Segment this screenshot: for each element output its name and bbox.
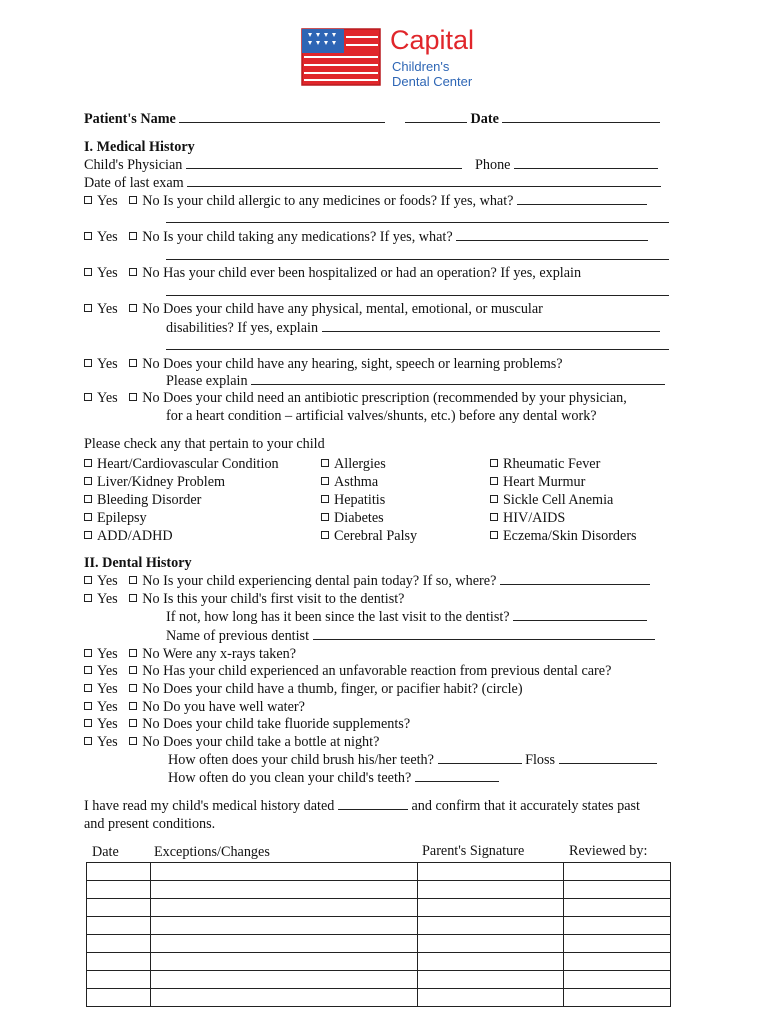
condition-checkbox[interactable] — [321, 459, 329, 467]
q-disabilities-row-2 — [166, 319, 660, 337]
yes-label: Yes — [97, 356, 118, 372]
physician-field[interactable] — [186, 156, 462, 169]
bottle-no-checkbox[interactable] — [129, 737, 137, 745]
table-row — [87, 989, 671, 1007]
table-header-reviewed: Reviewed by: — [569, 843, 648, 859]
q-medications-text: Is your child taking any medications? If yes, what? — [163, 229, 453, 245]
date-cell[interactable] — [87, 971, 151, 989]
q-allergic-row — [84, 192, 647, 210]
statement-line-2: and present conditions. — [84, 816, 216, 832]
q-antibiotic-text: Does your child need an antibiotic prescription (recommended by your physician, — [163, 390, 627, 406]
condition-checkbox[interactable] — [490, 477, 498, 485]
last-exam-field[interactable] — [187, 174, 661, 187]
no-label: No — [142, 301, 160, 317]
condition-label: Sickle Cell Anemia — [503, 492, 614, 508]
exceptions-cell[interactable] — [151, 971, 418, 989]
pain-no-checkbox[interactable] — [129, 576, 137, 584]
signature-cell[interactable] — [418, 953, 564, 971]
condition-checkbox[interactable] — [84, 477, 92, 485]
exceptions-cell[interactable] — [151, 953, 418, 971]
condition-item — [490, 455, 637, 473]
condition-item — [321, 491, 417, 509]
yes-label: Yes — [97, 573, 118, 589]
table-header-date: Date — [92, 844, 119, 860]
q-brush-text: How often does your child brush his/her teeth? — [168, 752, 434, 768]
condition-item — [321, 527, 417, 545]
hearing-field[interactable] — [251, 372, 665, 385]
no-label: No — [142, 734, 160, 750]
condition-item — [490, 491, 637, 509]
no-label: No — [142, 390, 160, 406]
q-hospitalized-text: Has your child ever been hospitalized or had an operation? If yes, explain — [163, 265, 582, 281]
condition-label: Diabetes — [334, 510, 384, 526]
hospitalized-line[interactable] — [166, 295, 669, 296]
xrays-no-checkbox[interactable] — [129, 649, 137, 657]
reviewed-cell[interactable] — [564, 917, 671, 935]
phone-field[interactable] — [514, 156, 658, 169]
condition-item — [84, 455, 279, 473]
yes-label: Yes — [97, 681, 118, 697]
medical-history-title: I. Medical History — [84, 139, 195, 155]
date-cell[interactable] — [87, 953, 151, 971]
exceptions-cell[interactable] — [151, 935, 418, 953]
hearing-no-checkbox[interactable] — [129, 359, 137, 367]
no-label: No — [142, 229, 160, 245]
allergic-yes-checkbox[interactable] — [84, 196, 92, 204]
reaction-no-checkbox[interactable] — [129, 666, 137, 674]
hospitalized-no-checkbox[interactable] — [129, 268, 137, 276]
disabilities-yes-checkbox[interactable] — [84, 304, 92, 312]
q-clean-row — [168, 769, 499, 787]
no-label: No — [142, 646, 160, 662]
table-header-exceptions: Exceptions/Changes — [154, 844, 270, 860]
exceptions-cell[interactable] — [151, 917, 418, 935]
antibiotic-yes-checkbox[interactable] — [84, 393, 92, 401]
condition-item — [84, 491, 279, 509]
reviewed-cell[interactable] — [564, 881, 671, 899]
q-pain-row — [84, 572, 650, 590]
conditions-prompt: Please check any that pertain to your child — [84, 436, 325, 452]
condition-label: Heart Murmur — [503, 474, 586, 490]
q-how-long-row — [166, 608, 647, 626]
exceptions-cell[interactable] — [151, 989, 418, 1007]
yes-label: Yes — [97, 734, 118, 750]
signature-cell[interactable] — [418, 881, 564, 899]
disabilities-line-2[interactable] — [166, 349, 669, 350]
condition-item — [84, 509, 279, 527]
condition-checkbox[interactable] — [84, 459, 92, 467]
clinic-logo — [300, 27, 500, 92]
q-pain-text: Is your child experiencing dental pain today? If so, where? — [163, 573, 497, 589]
yes-label: Yes — [97, 390, 118, 406]
pain-field[interactable] — [500, 572, 650, 585]
q-well-water-text: Do you have well water? — [163, 699, 305, 715]
date-cell[interactable] — [87, 899, 151, 917]
condition-checkbox[interactable] — [490, 531, 498, 539]
condition-label: ADD/ADHD — [97, 528, 173, 544]
condition-label: Epilepsy — [97, 510, 147, 526]
q-antibiotic-text-2: for a heart condition – artificial valves/shunts, etc.) before any dental work? — [166, 408, 597, 424]
signature-cell[interactable] — [418, 989, 564, 1007]
yes-label: Yes — [97, 193, 118, 209]
history-date-field[interactable] — [338, 797, 408, 810]
yes-label: Yes — [97, 229, 118, 245]
signature-cell[interactable] — [418, 899, 564, 917]
table-row — [87, 971, 671, 989]
reviewed-cell[interactable] — [564, 953, 671, 971]
condition-checkbox[interactable] — [321, 513, 329, 521]
patient-name-row — [84, 110, 385, 128]
exceptions-cell[interactable] — [151, 899, 418, 917]
condition-label: Liver/Kidney Problem — [97, 474, 226, 490]
last-exam-label: Date of last exam — [84, 175, 184, 191]
q-disabilities-text: Does your child have any physical, mental, emotional, or muscular — [163, 301, 543, 317]
well-water-yes-checkbox[interactable] — [84, 702, 92, 710]
q-reaction-text: Has your child experienced an unfavorable reaction from previous dental care? — [163, 663, 612, 679]
brush-field[interactable] — [438, 751, 522, 764]
q-hearing-row — [84, 355, 563, 373]
yes-label: Yes — [97, 699, 118, 715]
how-long-field[interactable] — [513, 608, 647, 621]
hospitalized-yes-checkbox[interactable] — [84, 268, 92, 276]
table-row — [87, 935, 671, 953]
q-habit-row — [84, 680, 523, 698]
patient-name-field[interactable] — [179, 110, 385, 123]
table-row — [87, 881, 671, 899]
logo-title: Capital — [390, 25, 475, 55]
q-hearing-row-2 — [166, 372, 665, 390]
date-cell[interactable] — [87, 917, 151, 935]
conditions-col-2 — [321, 455, 417, 545]
yes-label: Yes — [97, 646, 118, 662]
condition-checkbox[interactable] — [84, 531, 92, 539]
yes-label: Yes — [97, 591, 118, 607]
condition-checkbox[interactable] — [490, 459, 498, 467]
q-hearing-text: Does your child have any hearing, sight, speech or learning problems? — [163, 356, 563, 372]
well-water-no-checkbox[interactable] — [129, 702, 137, 710]
condition-label: Rheumatic Fever — [503, 456, 601, 472]
exceptions-cell[interactable] — [151, 881, 418, 899]
date-prefix-field — [405, 110, 467, 123]
q-hearing-text-2: Please explain — [166, 373, 248, 389]
yes-label: Yes — [97, 301, 118, 317]
condition-item — [84, 473, 279, 491]
q-disabilities-row — [84, 300, 543, 318]
phone-label: Phone — [475, 157, 511, 173]
condition-checkbox[interactable] — [84, 495, 92, 503]
date-label: Date — [470, 111, 499, 127]
habit-yes-checkbox[interactable] — [84, 684, 92, 692]
table-row — [87, 917, 671, 935]
yes-label: Yes — [97, 716, 118, 732]
no-label: No — [142, 699, 160, 715]
q-hospitalized-row — [84, 264, 581, 282]
q-brush-row — [168, 751, 657, 769]
condition-label: Asthma — [334, 474, 379, 490]
q-clean-text: How often do you clean your child's teeth? — [168, 770, 412, 786]
reaction-yes-checkbox[interactable] — [84, 666, 92, 674]
allergic-no-checkbox[interactable] — [129, 196, 137, 204]
patient-name-label: Patient's Name — [84, 111, 176, 127]
date-row — [405, 110, 660, 128]
q-bottle-text: Does your child take a bottle at night? — [163, 734, 380, 750]
last-exam-row — [84, 174, 661, 192]
conditions-col-3 — [490, 455, 637, 545]
q-well-water-row — [84, 698, 305, 716]
condition-label: Cerebral Palsy — [334, 528, 418, 544]
q-medications-row — [84, 228, 648, 246]
disabilities-no-checkbox[interactable] — [129, 304, 137, 312]
no-label: No — [142, 591, 160, 607]
clean-field[interactable] — [415, 769, 499, 782]
q-antibiotic-row — [84, 389, 627, 407]
condition-item — [321, 473, 417, 491]
no-label: No — [142, 573, 160, 589]
physician-row — [84, 156, 462, 174]
conditions-col-1 — [84, 455, 279, 545]
medications-no-checkbox[interactable] — [129, 232, 137, 240]
fluoride-yes-checkbox[interactable] — [84, 719, 92, 727]
reviewed-cell[interactable] — [564, 935, 671, 953]
floss-field[interactable] — [559, 751, 657, 764]
signature-cell[interactable] — [418, 935, 564, 953]
no-label: No — [142, 265, 160, 281]
condition-label: Bleeding Disorder — [97, 492, 202, 508]
condition-item — [490, 509, 637, 527]
q-allergic-text: Is your child allergic to any medicines or foods? If yes, what? — [163, 193, 514, 209]
date-cell[interactable] — [87, 863, 151, 881]
q-bottle-row — [84, 733, 379, 751]
no-label: No — [142, 681, 160, 697]
fluoride-no-checkbox[interactable] — [129, 719, 137, 727]
no-label: No — [142, 356, 160, 372]
table-header-signature: Parent's Signature — [422, 843, 525, 859]
condition-label: Hepatitis — [334, 492, 386, 508]
condition-label: Heart/Cardiovascular Condition — [97, 456, 279, 472]
table-row — [87, 953, 671, 971]
condition-checkbox[interactable] — [490, 495, 498, 503]
statement-text-a: I have read my child's medical history dated — [84, 798, 335, 814]
physician-label: Child's Physician — [84, 157, 183, 173]
pain-yes-checkbox[interactable] — [84, 576, 92, 584]
date-cell[interactable] — [87, 935, 151, 953]
statement-line-1 — [84, 797, 640, 815]
floss-label: Floss — [525, 752, 556, 768]
date-cell[interactable] — [87, 881, 151, 899]
phone-row — [475, 156, 658, 174]
review-table — [86, 862, 671, 1007]
q-fluoride-text: Does your child take fluoride supplements? — [163, 716, 411, 732]
q-reaction-row — [84, 662, 611, 680]
reviewed-cell[interactable] — [564, 863, 671, 881]
signature-cell[interactable] — [418, 863, 564, 881]
xrays-yes-checkbox[interactable] — [84, 649, 92, 657]
q-xrays-row — [84, 645, 296, 663]
condition-checkbox[interactable] — [321, 495, 329, 503]
q-disabilities-text-2: disabilities? If yes, explain — [166, 320, 319, 336]
first-visit-no-checkbox[interactable] — [129, 594, 137, 602]
condition-item — [490, 473, 637, 491]
hearing-yes-checkbox[interactable] — [84, 359, 92, 367]
medications-yes-checkbox[interactable] — [84, 232, 92, 240]
condition-item — [321, 509, 417, 527]
condition-checkbox[interactable] — [321, 477, 329, 485]
exceptions-cell[interactable] — [151, 863, 418, 881]
table-row — [87, 863, 671, 881]
disabilities-field[interactable] — [322, 319, 660, 332]
table-row — [87, 899, 671, 917]
signature-cell[interactable] — [418, 971, 564, 989]
first-visit-yes-checkbox[interactable] — [84, 594, 92, 602]
condition-item — [321, 455, 417, 473]
condition-label: Eczema/Skin Disorders — [503, 528, 637, 544]
medications-field[interactable] — [456, 228, 648, 241]
no-label: No — [142, 193, 160, 209]
medications-line-2[interactable] — [166, 259, 669, 260]
condition-item — [490, 527, 637, 545]
date-cell[interactable] — [87, 989, 151, 1007]
reviewed-cell[interactable] — [564, 899, 671, 917]
q-prev-dentist-row — [166, 627, 655, 645]
q-how-long-text: If not, how long has it been since the last visit to the dentist? — [166, 609, 510, 625]
q-fluoride-row — [84, 715, 410, 733]
flag-logo-icon — [300, 27, 382, 87]
prev-dentist-field[interactable] — [313, 627, 655, 640]
no-label: No — [142, 716, 160, 732]
reviewed-cell[interactable] — [564, 971, 671, 989]
q-prev-dentist-text: Name of previous dentist — [166, 628, 310, 644]
logo-subtitle-2: Dental Center — [392, 74, 473, 89]
q-first-visit-text: Is this your child's first visit to the dentist? — [163, 591, 405, 607]
bottle-yes-checkbox[interactable] — [84, 737, 92, 745]
q-habit-text: Does your child have a thumb, finger, or pacifier habit? (circle) — [163, 681, 523, 697]
condition-label: Allergies — [334, 456, 386, 472]
allergic-field[interactable] — [517, 192, 647, 205]
logo-subtitle-1: Children's — [392, 59, 450, 74]
q-first-visit-row — [84, 590, 404, 608]
date-field[interactable] — [502, 110, 660, 123]
allergic-line-2[interactable] — [166, 222, 669, 223]
statement-text-b: and confirm that it accurately states past — [411, 798, 640, 814]
signature-cell[interactable] — [418, 917, 564, 935]
q-xrays-text: Were any x-rays taken? — [162, 646, 297, 662]
reviewed-cell[interactable] — [564, 989, 671, 1007]
condition-item — [84, 527, 279, 545]
condition-label: HIV/AIDS — [503, 510, 566, 526]
condition-checkbox[interactable] — [84, 513, 92, 521]
yes-label: Yes — [97, 265, 118, 281]
dental-history-title: II. Dental History — [84, 555, 192, 571]
no-label: No — [142, 663, 160, 679]
habit-no-checkbox[interactable] — [129, 684, 137, 692]
condition-checkbox[interactable] — [321, 531, 329, 539]
condition-checkbox[interactable] — [490, 513, 498, 521]
antibiotic-no-checkbox[interactable] — [129, 393, 137, 401]
yes-label: Yes — [97, 663, 118, 679]
